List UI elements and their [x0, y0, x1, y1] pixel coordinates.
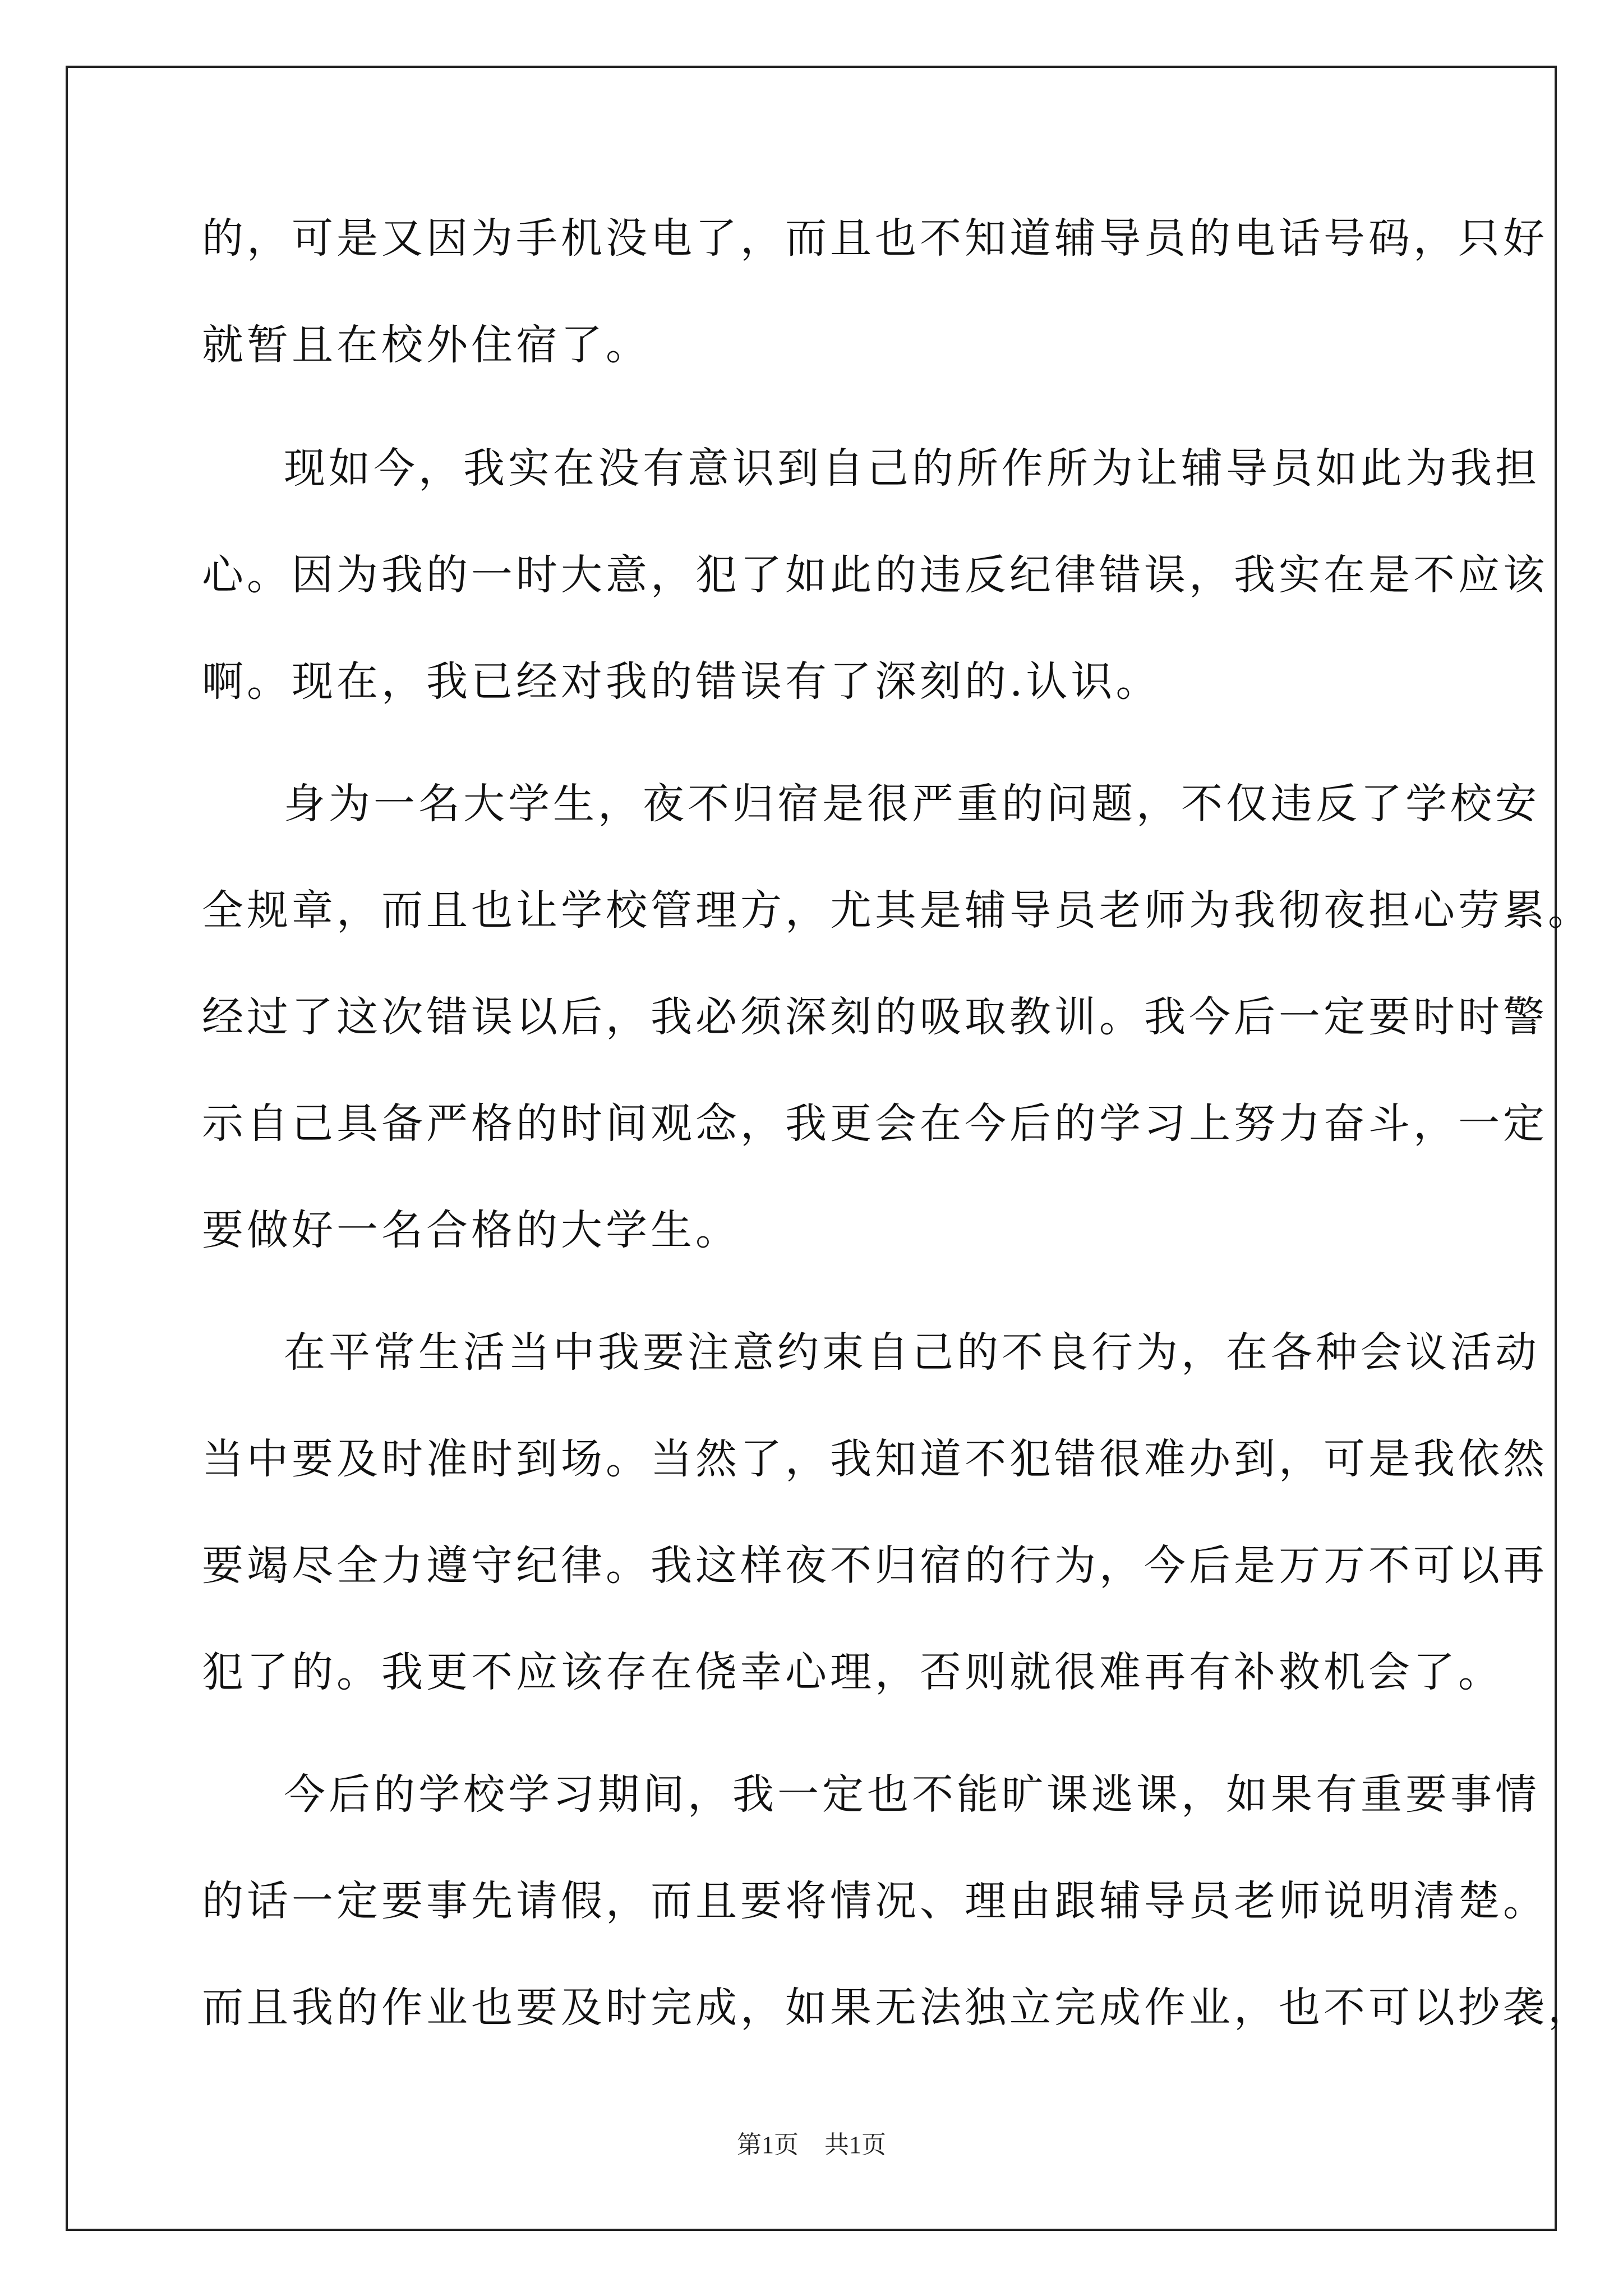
total-pages: 共1页	[824, 2131, 886, 2159]
text-line: 示自己具备严格的时间观念，我更会在今后的学习上努力奋斗，一定	[202, 1099, 1548, 1148]
text-line: 就暂且在校外住宿了。	[202, 321, 651, 369]
paragraph-first-line: 在平常生活当中我要注意约束自己的不良行为，在各种会议活动	[284, 1328, 1540, 1377]
text-line: 的话一定要事先请假，而且要将情况、理由跟辅导员老师说明清楚。	[202, 1877, 1548, 1925]
paragraph-first-line: 现如今，我实在没有意识到自己的所作所为让辅导员如此为我担	[284, 444, 1540, 493]
text-line: 而且我的作业也要及时完成，如果无法独立完成作业，也不可以抄袭，	[202, 1984, 1593, 2032]
text-line: 全规章，而且也让学校管理方，尤其是辅导员老师为我彻夜担心劳累。	[202, 886, 1593, 935]
text-line: 啊。现在，我已经对我的错误有了深刻的.认识。	[202, 657, 1161, 706]
text-line: 经过了这次错误以后，我必须深刻的吸取教训。我今后一定要时时警	[202, 993, 1548, 1041]
text-line: 的，可是又因为手机没电了，而且也不知道辅导员的电话号码，只好	[202, 214, 1548, 263]
text-line: 犯了的。我更不应该存在侥幸心理，否则就很难再有补救机会了。	[202, 1648, 1503, 1696]
page-number: 第1页	[737, 2131, 799, 2159]
page-footer	[0, 2133, 1623, 2157]
paragraph-first-line: 今后的学校学习期间，我一定也不能旷课逃课，如果有重要事情	[284, 1770, 1540, 1819]
paragraph-first-line: 身为一名大学生，夜不归宿是很严重的问题，不仅违反了学校安	[284, 780, 1540, 828]
text-line: 当中要及时准时到场。当然了，我知道不犯错很难办到，可是我依然	[202, 1435, 1548, 1483]
text-line: 要做好一名合格的大学生。	[202, 1206, 740, 1254]
text-line: 要竭尽全力遵守纪律。我这样夜不归宿的行为，今后是万万不可以再	[202, 1542, 1548, 1590]
text-line: 心。因为我的一时大意，犯了如此的违反纪律错误，我实在是不应该	[202, 551, 1548, 599]
